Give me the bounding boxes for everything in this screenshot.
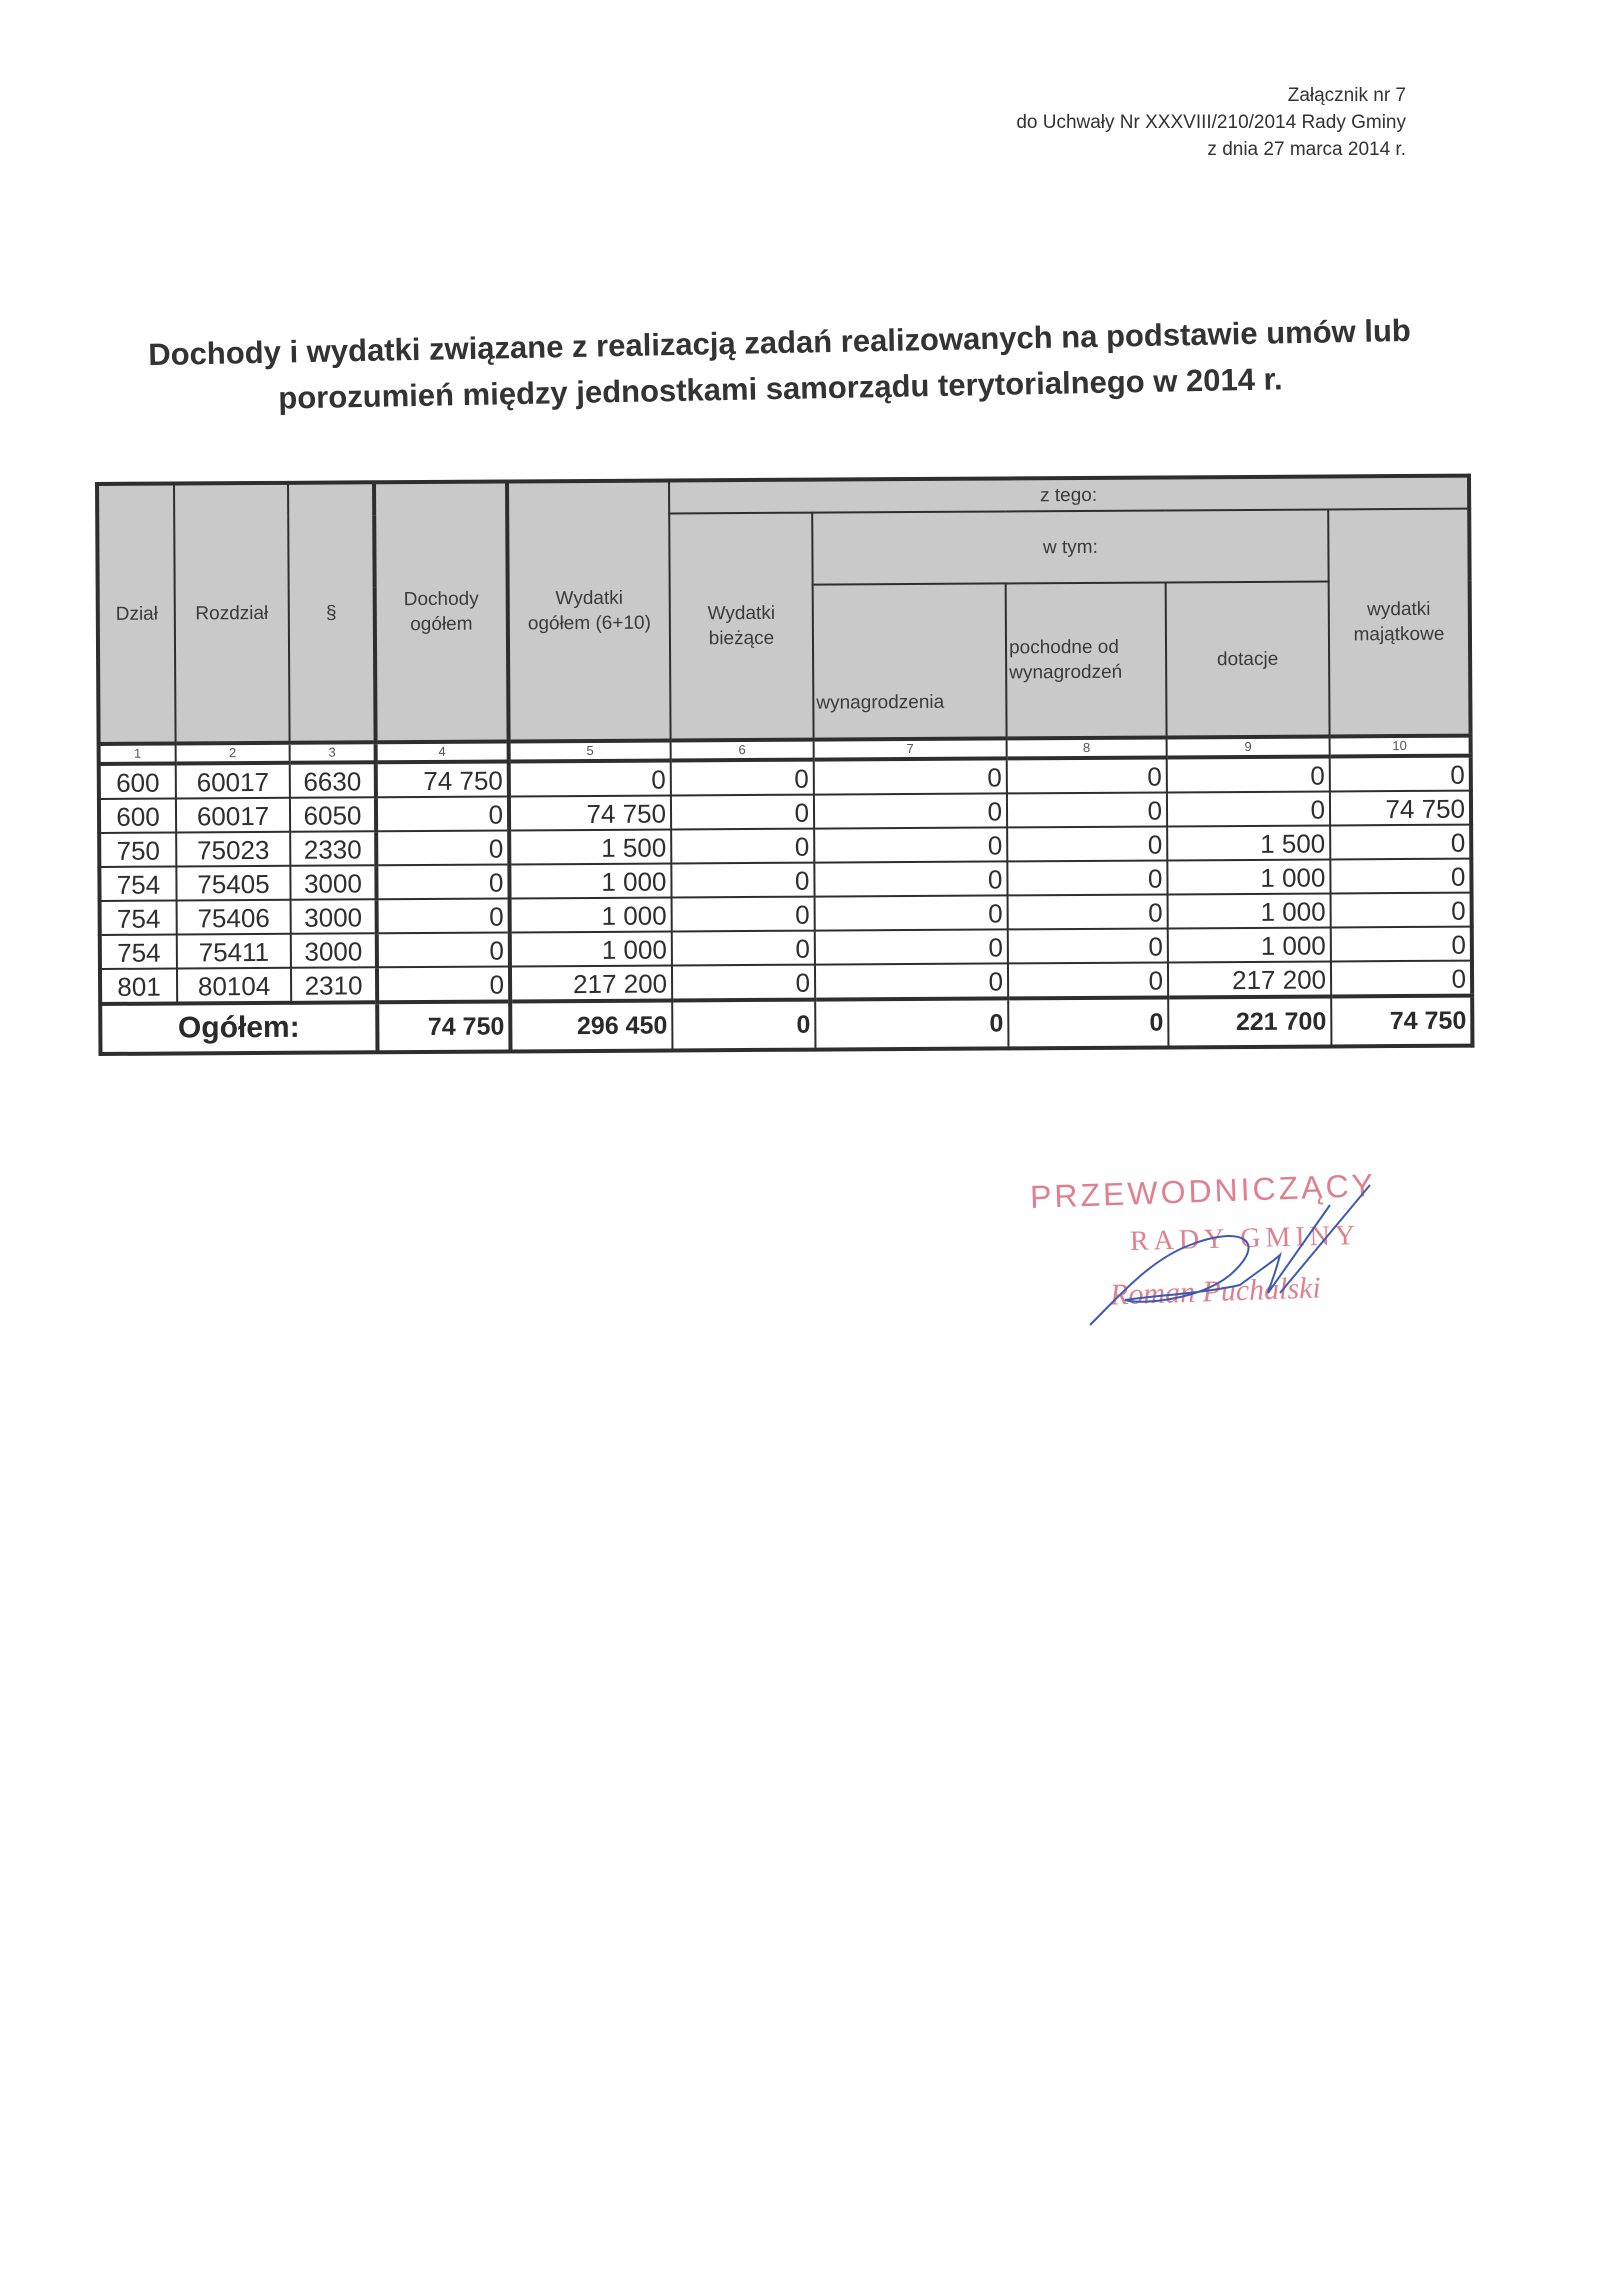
cell-paragraf: 2330 [290,831,376,866]
stamp-body: RADY GMINY [1129,1219,1361,1258]
cell-wynagrodzenia: 0 [815,929,1008,964]
title-line-2: porozumień między jednostkami samorządu terytorialnego w 2014 r. [278,361,1283,416]
cell-dzial: 801 [100,969,177,1004]
cell-dzial: 754 [100,901,177,935]
header-dochody-line2: ogółem [410,613,473,636]
cell-wydatki-ogolem: 1 500 [509,829,671,864]
cell-pochodne: 0 [1007,826,1167,861]
header-rozdzial: Rozdział [174,483,290,744]
cell-wydatki-ogolem: 0 [509,760,671,796]
resolution-date: z dnia 27 marca 2014 r. [1207,139,1406,160]
header-pochodne-line2: wynagrodzeń [1009,661,1123,684]
total-wydatki-biezace: 0 [672,1000,815,1051]
column-number: 10 [1330,736,1471,757]
header-majatkowe-line1: wydatki [1367,598,1431,621]
stamp-title: PRZEWODNICZĄCY [1029,1166,1377,1216]
column-number: 3 [290,742,376,763]
cell-wynagrodzenia: 0 [814,827,1007,862]
cell-paragraf: 3000 [290,865,376,900]
cell-rozdzial: 60017 [176,763,290,799]
header-majatkowe-line2: majątkowe [1353,623,1445,646]
cell-dotacje: 1 000 [1168,927,1331,962]
cell-dochody-ogolem: 0 [377,898,510,933]
header-dochody-ogolem [374,481,509,742]
budget-table-wrapper [95,474,1470,1056]
cell-paragraf: 6630 [290,762,376,798]
header-dochody-line1: Dochody [403,588,479,611]
stamp-name: Roman Puchalski [1109,1271,1322,1312]
title-line-1: Dochody i wydatki związane z realizacją zadań realizowanych na podstawie umów lub [147,312,1412,373]
cell-wynagrodzenia: 0 [814,793,1007,828]
cell-wydatki-majatkowe: 0 [1330,825,1471,860]
column-number: 9 [1167,736,1330,757]
total-wynagrodzenia: 0 [815,998,1008,1049]
total-majatkowe: 74 750 [1331,996,1472,1047]
cell-dzial: 600 [99,764,176,799]
total-dotacje: 221 700 [1168,996,1331,1047]
cell-wynagrodzenia: 0 [814,758,1007,794]
header-wydatki-ogolem-line2: ogółem (6+10) [527,612,651,635]
header-pochodne-line1: pochodne od [1008,636,1119,659]
header-wydatki-ogolem-line1: Wydatki [555,587,623,610]
cell-dotacje: 1 000 [1168,893,1331,928]
cell-dotacje: 1 500 [1167,825,1330,860]
cell-dochody-ogolem: 0 [377,932,510,967]
cell-wydatki-majatkowe: 0 [1331,893,1472,928]
header-dzial: Dział [97,484,176,744]
column-number: 6 [671,740,814,761]
cell-wydatki-ogolem: 74 750 [509,795,671,830]
document-title [119,307,1441,424]
cell-wydatki-majatkowe: 0 [1330,859,1471,894]
cell-dzial: 754 [99,867,176,901]
cell-wydatki-majatkowe: 0 [1331,927,1472,962]
cell-dotacje: 0 [1167,756,1330,792]
budget-table [95,474,1474,1056]
cell-dochody-ogolem: 0 [376,830,509,865]
header-dotacje: dotacje [1166,581,1330,737]
cell-wydatki-majatkowe: 74 750 [1330,791,1471,826]
cell-dotacje: 1 000 [1167,859,1330,894]
cell-dotacje: 217 200 [1168,961,1331,997]
cell-pochodne: 0 [1007,757,1167,793]
cell-wydatki-ogolem: 1 000 [509,863,671,898]
column-number: 8 [1007,737,1167,758]
header-biezace-line2: bieżące [708,627,775,650]
column-number: 4 [376,741,509,762]
column-number: 7 [814,738,1007,759]
cell-dzial: 754 [100,935,177,969]
cell-dotacje: 0 [1167,791,1330,826]
total-pochodne: 0 [1008,997,1168,1048]
cell-pochodne: 0 [1008,962,1168,998]
header-wydatki-ogolem [507,480,671,741]
cell-wydatki-ogolem: 1 000 [510,897,672,932]
cell-pochodne: 0 [1007,792,1167,827]
cell-rozdzial: 75411 [177,934,291,969]
header-pochodne [1006,582,1167,738]
cell-dzial: 600 [99,799,176,833]
column-number: 2 [176,743,290,764]
column-number: 5 [509,740,671,761]
cell-dochody-ogolem: 0 [377,966,510,1002]
cell-wydatki-biezace: 0 [671,795,814,830]
cell-rozdzial: 75023 [176,832,290,867]
total-wydatki-ogolem: 296 450 [510,1000,672,1051]
cell-wynagrodzenia: 0 [814,861,1007,896]
cell-wynagrodzenia: 0 [815,963,1008,999]
total-label: Ogółem: [100,1002,377,1054]
cell-paragraf: 6050 [290,797,376,832]
cell-wydatki-biezace: 0 [672,965,815,1001]
cell-wydatki-biezace: 0 [671,863,814,898]
cell-wynagrodzenia: 0 [815,895,1008,930]
cell-paragraf: 3000 [291,933,377,968]
cell-wydatki-biezace: 0 [671,760,814,796]
cell-rozdzial: 80104 [177,968,291,1004]
header-w-tym: w tym: [812,509,1328,584]
chairman-stamp [1030,1165,1430,1315]
cell-dzial: 750 [99,833,176,867]
cell-paragraf: 3000 [291,899,377,934]
header-wynagrodzenia: wynagrodzenia [813,583,1007,739]
cell-wydatki-biezace: 0 [672,931,815,966]
column-number: 1 [99,744,176,764]
cell-wydatki-biezace: 0 [671,829,814,864]
header-biezace-line1: Wydatki [707,602,776,625]
cell-pochodne: 0 [1008,928,1168,963]
cell-rozdzial: 60017 [176,798,290,833]
cell-rozdzial: 75406 [177,900,291,935]
cell-dochody-ogolem: 74 750 [376,761,509,797]
cell-wydatki-majatkowe: 0 [1331,961,1472,997]
cell-rozdzial: 75405 [176,866,290,901]
header-z-tego: z tego: [669,476,1469,514]
total-dochody: 74 750 [377,1001,510,1052]
cell-wydatki-majatkowe: 0 [1330,756,1471,792]
cell-dochody-ogolem: 0 [376,796,509,831]
header-wydatki-biezace [669,513,813,741]
table-body [99,756,1472,1004]
cell-dochody-ogolem: 0 [376,864,509,899]
cell-pochodne: 0 [1007,860,1167,895]
header-wydatki-majatkowe [1328,509,1470,737]
total-row [100,996,1472,1054]
header-paragraf: § [288,482,376,743]
cell-wydatki-biezace: 0 [672,897,815,932]
cell-wydatki-ogolem: 217 200 [510,965,672,1001]
annex-number: Załącznik nr 7 [1287,85,1406,106]
signature-icon [1030,1165,1430,1335]
resolution-reference: do Uchwały Nr XXXVIII/210/2014 Rady Gminy [1016,112,1406,133]
cell-paragraf: 2310 [291,967,377,1003]
annex-reference [1016,82,1406,163]
cell-wydatki-ogolem: 1 000 [510,931,672,966]
cell-pochodne: 0 [1008,894,1168,929]
